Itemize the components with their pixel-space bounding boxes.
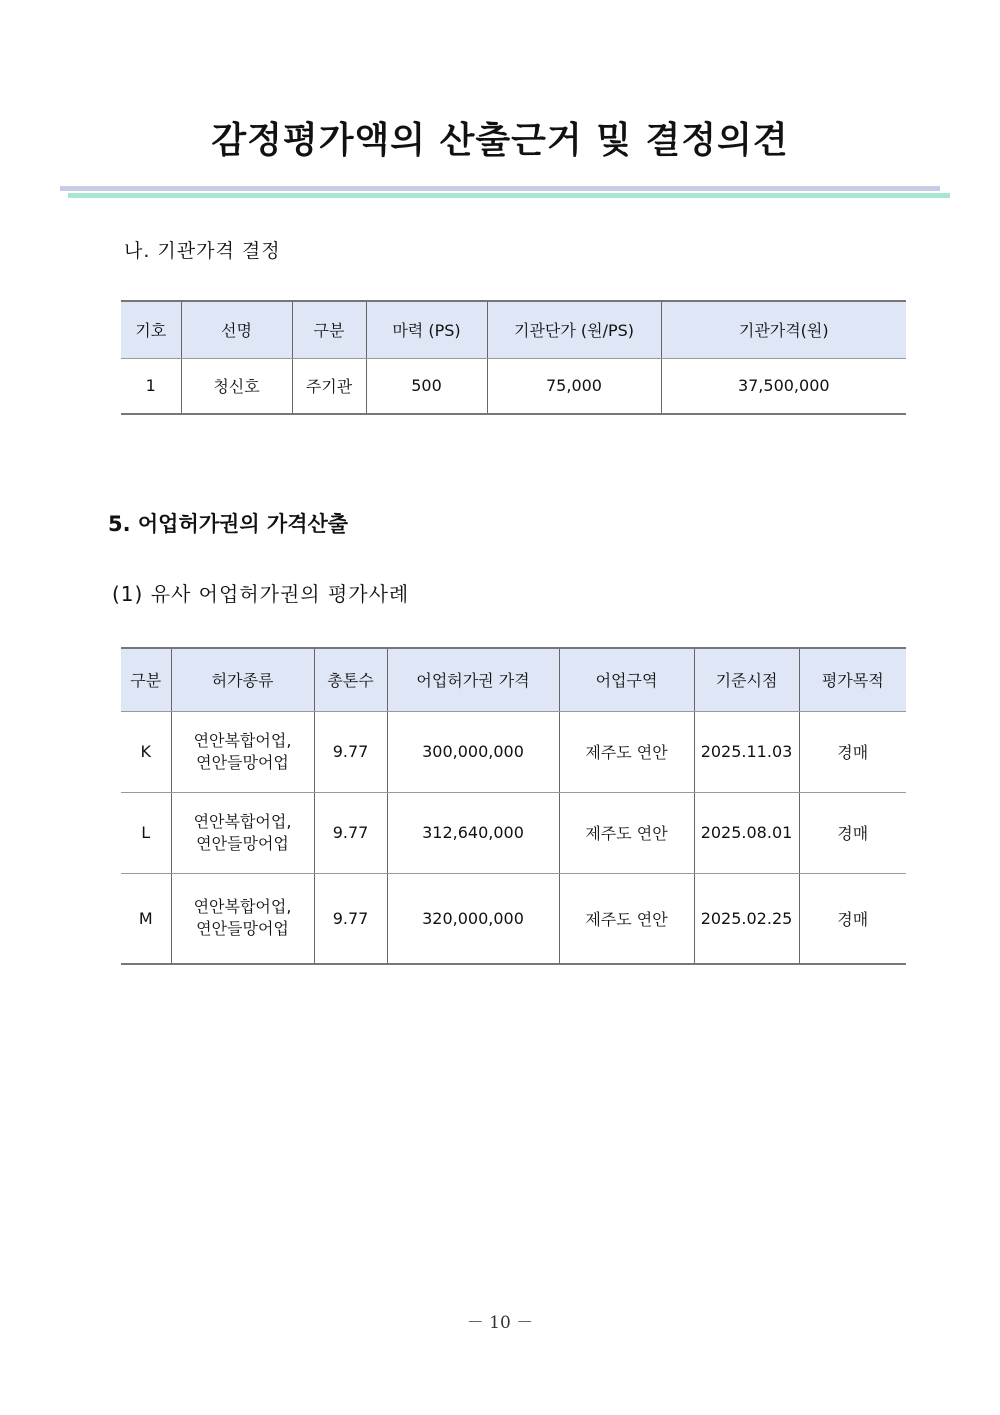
col-header-permit-type: 허가종류 [171, 648, 314, 711]
title-underline-top [60, 186, 940, 191]
cell-fishing-area: 제주도 연안 [559, 873, 694, 964]
cell-tonnage: 9.77 [314, 792, 387, 873]
cell-category: 주기관 [292, 358, 366, 414]
permit-cases-subheading: (1) 유사 어업허가권의 평가사례 [112, 582, 410, 606]
cell-permit-type [171, 873, 314, 964]
cell-permit-type [171, 792, 314, 873]
table-row [121, 358, 906, 414]
cell-base-date: 2025.11.03 [694, 711, 799, 792]
cell-permit-price: 320,000,000 [387, 873, 559, 964]
cell-id: K [121, 711, 171, 792]
permit-type-line-1: 연안복합어업, [193, 897, 292, 917]
page-title: 감정평가액의 산출근거 및 결정의견 [211, 120, 789, 161]
permit-type-line-1: 연안복합어업, [193, 730, 292, 750]
cell-fishing-area: 제주도 연안 [559, 711, 694, 792]
col-header-purpose: 평가목적 [799, 648, 906, 711]
permit-type-line-2: 연안들망어업 [196, 833, 289, 853]
cell-tonnage: 9.77 [314, 711, 387, 792]
cell-purpose: 경매 [799, 873, 906, 964]
table-header-row [121, 301, 906, 358]
cell-base-date: 2025.08.01 [694, 792, 799, 873]
title-underline-bottom [68, 193, 950, 198]
col-header-engine-price: 기관가격(원) [661, 301, 906, 358]
col-header-vessel-name: 선명 [181, 301, 292, 358]
col-header-unit-price: 기관단가 (원/PS) [487, 301, 661, 358]
col-header-fishing-area: 어업구역 [559, 648, 694, 711]
col-header-symbol: 기호 [121, 301, 181, 358]
cell-permit-type [171, 711, 314, 792]
cell-permit-price: 312,640,000 [387, 792, 559, 873]
permit-type-line-2: 연안들망어업 [196, 752, 289, 772]
col-header-id: 구분 [121, 648, 171, 711]
cell-base-date: 2025.02.25 [694, 873, 799, 964]
col-header-horsepower: 마력 (PS) [366, 301, 487, 358]
cell-id: M [121, 873, 171, 964]
cell-unit-price: 75,000 [487, 358, 661, 414]
cell-permit-price: 300,000,000 [387, 711, 559, 792]
permit-section-heading: 5. 어업허가권의 가격산출 [108, 512, 349, 536]
table-row [121, 792, 906, 873]
cell-id: L [121, 792, 171, 873]
col-header-tonnage: 총톤수 [314, 648, 387, 711]
permit-type-line-2: 연안들망어업 [196, 919, 289, 939]
cell-purpose: 경매 [799, 711, 906, 792]
engine-price-heading: 나. 기관가격 결정 [124, 240, 281, 262]
cell-symbol: 1 [121, 358, 181, 414]
cell-purpose: 경매 [799, 792, 906, 873]
permit-type-line-1: 연안복합어업, [193, 811, 292, 831]
engine-price-table [121, 300, 906, 415]
col-header-base-date: 기준시점 [694, 648, 799, 711]
table-row [121, 711, 906, 792]
cell-horsepower: 500 [366, 358, 487, 414]
cell-engine-price: 37,500,000 [661, 358, 906, 414]
table-row [121, 873, 906, 964]
cell-fishing-area: 제주도 연안 [559, 792, 694, 873]
permit-cases-table [121, 647, 906, 965]
col-header-permit-price: 어업허가권 가격 [387, 648, 559, 711]
cell-vessel-name: 청신호 [181, 358, 292, 414]
table-header-row [121, 648, 906, 711]
cell-tonnage: 9.77 [314, 873, 387, 964]
col-header-category: 구분 [292, 301, 366, 358]
page-number: － 10 － [466, 1313, 534, 1333]
